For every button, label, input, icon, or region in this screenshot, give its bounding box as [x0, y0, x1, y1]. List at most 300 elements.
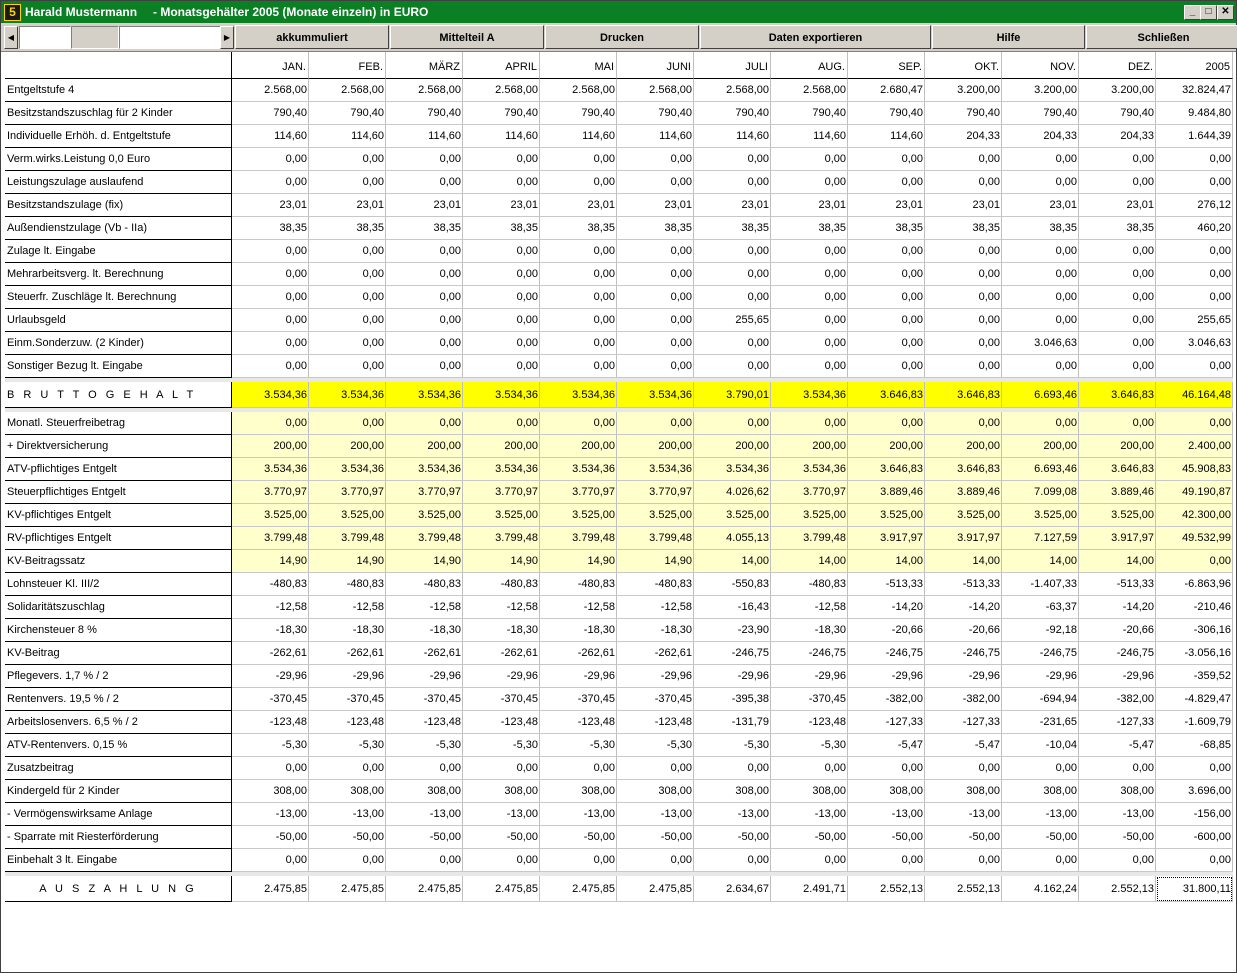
value-cell[interactable]: 114,60: [540, 125, 617, 148]
value-cell[interactable]: -18,30: [617, 619, 694, 642]
value-cell[interactable]: 0,00: [309, 849, 386, 872]
value-cell[interactable]: 200,00: [925, 435, 1002, 458]
value-cell[interactable]: 0,00: [463, 171, 540, 194]
value-cell[interactable]: 200,00: [694, 435, 771, 458]
value-cell[interactable]: 790,40: [771, 102, 848, 125]
value-cell[interactable]: 14,00: [1079, 550, 1156, 573]
value-cell[interactable]: -370,45: [386, 688, 463, 711]
value-cell[interactable]: -18,30: [540, 619, 617, 642]
value-cell[interactable]: 23,01: [694, 194, 771, 217]
value-cell[interactable]: 0,00: [1002, 263, 1079, 286]
value-cell[interactable]: 0,00: [540, 171, 617, 194]
value-cell[interactable]: 2.568,00: [617, 79, 694, 102]
value-cell[interactable]: -382,00: [925, 688, 1002, 711]
value-cell[interactable]: 3.046,63: [1002, 332, 1079, 355]
value-cell[interactable]: 2.475,85: [540, 876, 617, 902]
value-cell[interactable]: 0,00: [463, 355, 540, 378]
value-cell[interactable]: -370,45: [463, 688, 540, 711]
value-cell[interactable]: 3.525,00: [694, 504, 771, 527]
value-cell[interactable]: 0,00: [771, 171, 848, 194]
value-cell[interactable]: -1.609,79: [1156, 711, 1233, 734]
value-cell[interactable]: 3.534,36: [463, 458, 540, 481]
value-cell[interactable]: 0,00: [848, 148, 925, 171]
value-cell[interactable]: 0,00: [925, 849, 1002, 872]
value-cell[interactable]: 0,00: [463, 309, 540, 332]
value-cell[interactable]: 3.770,97: [771, 481, 848, 504]
value-cell[interactable]: -382,00: [848, 688, 925, 711]
value-cell[interactable]: 0,00: [386, 332, 463, 355]
value-cell[interactable]: 3.534,36: [386, 382, 463, 408]
value-cell[interactable]: 2.475,85: [463, 876, 540, 902]
value-cell[interactable]: 3.525,00: [386, 504, 463, 527]
value-cell[interactable]: -50,00: [386, 826, 463, 849]
value-cell[interactable]: 0,00: [1079, 849, 1156, 872]
value-cell[interactable]: -29,96: [309, 665, 386, 688]
value-cell[interactable]: 14,00: [925, 550, 1002, 573]
value-cell[interactable]: 3.646,83: [925, 458, 1002, 481]
value-cell[interactable]: 3.525,00: [463, 504, 540, 527]
value-cell[interactable]: -12,58: [771, 596, 848, 619]
value-cell[interactable]: 0,00: [694, 757, 771, 780]
value-cell[interactable]: 3.534,36: [771, 458, 848, 481]
value-cell[interactable]: 3.534,36: [463, 382, 540, 408]
value-cell[interactable]: 308,00: [848, 780, 925, 803]
app-icon[interactable]: 5: [4, 4, 21, 21]
value-cell[interactable]: -246,75: [925, 642, 1002, 665]
value-cell[interactable]: -5,30: [309, 734, 386, 757]
value-cell[interactable]: 0,00: [386, 849, 463, 872]
value-cell[interactable]: 14,90: [386, 550, 463, 573]
value-cell[interactable]: 0,00: [848, 309, 925, 332]
value-cell[interactable]: 0,00: [309, 757, 386, 780]
value-cell[interactable]: -480,83: [386, 573, 463, 596]
value-cell[interactable]: -29,96: [463, 665, 540, 688]
value-cell[interactable]: 38,35: [925, 217, 1002, 240]
value-cell[interactable]: -127,33: [1079, 711, 1156, 734]
value-cell[interactable]: -480,83: [771, 573, 848, 596]
value-cell[interactable]: 0,00: [540, 757, 617, 780]
value-cell[interactable]: 308,00: [925, 780, 1002, 803]
value-cell[interactable]: 3.525,00: [848, 504, 925, 527]
value-cell[interactable]: 0,00: [1079, 148, 1156, 171]
value-cell[interactable]: 2.552,13: [848, 876, 925, 902]
value-cell[interactable]: 200,00: [386, 435, 463, 458]
value-cell[interactable]: 14,00: [1002, 550, 1079, 573]
value-cell[interactable]: -18,30: [463, 619, 540, 642]
value-cell[interactable]: 3.770,97: [309, 481, 386, 504]
value-cell[interactable]: 0,00: [771, 263, 848, 286]
value-cell[interactable]: 0,00: [309, 171, 386, 194]
value-cell[interactable]: -127,33: [925, 711, 1002, 734]
value-cell[interactable]: 0,00: [925, 171, 1002, 194]
value-cell[interactable]: -6.863,96: [1156, 573, 1233, 596]
value-cell[interactable]: 6.693,46: [1002, 458, 1079, 481]
value-cell[interactable]: 790,40: [848, 102, 925, 125]
value-cell[interactable]: 2.491,71: [771, 876, 848, 902]
value-cell[interactable]: -18,30: [386, 619, 463, 642]
help-button[interactable]: Hilfe: [932, 25, 1085, 49]
value-cell[interactable]: -12,58: [540, 596, 617, 619]
value-cell[interactable]: 45.908,83: [1156, 458, 1233, 481]
value-cell[interactable]: 0,00: [386, 286, 463, 309]
value-cell[interactable]: -5,30: [771, 734, 848, 757]
value-cell[interactable]: 23,01: [771, 194, 848, 217]
value-cell[interactable]: 0,00: [309, 263, 386, 286]
value-cell[interactable]: 308,00: [771, 780, 848, 803]
value-cell[interactable]: 38,35: [540, 217, 617, 240]
value-cell[interactable]: -370,45: [232, 688, 309, 711]
value-cell[interactable]: 0,00: [694, 286, 771, 309]
value-cell[interactable]: -29,96: [386, 665, 463, 688]
selector-field-2[interactable]: [71, 26, 119, 49]
value-cell[interactable]: 200,00: [540, 435, 617, 458]
value-cell[interactable]: 0,00: [771, 355, 848, 378]
value-cell[interactable]: -18,30: [771, 619, 848, 642]
value-cell[interactable]: 2.634,67: [694, 876, 771, 902]
value-cell[interactable]: 3.525,00: [1079, 504, 1156, 527]
value-cell[interactable]: 0,00: [771, 309, 848, 332]
value-cell[interactable]: -123,48: [540, 711, 617, 734]
value-cell[interactable]: 3.770,97: [232, 481, 309, 504]
value-cell[interactable]: 4.162,24: [1002, 876, 1079, 902]
export-data-button[interactable]: Daten exportieren: [700, 25, 931, 49]
value-cell[interactable]: 32.824,47: [1156, 79, 1233, 102]
value-cell[interactable]: 790,40: [463, 102, 540, 125]
value-cell[interactable]: 14,90: [617, 550, 694, 573]
value-cell[interactable]: -262,61: [540, 642, 617, 665]
value-cell[interactable]: -13,00: [309, 803, 386, 826]
mittelteil-a-button[interactable]: Mittelteil A: [390, 25, 544, 49]
value-cell[interactable]: 38,35: [309, 217, 386, 240]
value-cell[interactable]: 2.680,47: [848, 79, 925, 102]
value-cell[interactable]: 0,00: [694, 263, 771, 286]
value-cell[interactable]: -480,83: [617, 573, 694, 596]
value-cell[interactable]: 0,00: [540, 332, 617, 355]
value-cell[interactable]: 3.646,83: [925, 382, 1002, 408]
value-cell[interactable]: 790,40: [1079, 102, 1156, 125]
value-cell[interactable]: -513,33: [848, 573, 925, 596]
value-cell[interactable]: -246,75: [848, 642, 925, 665]
value-cell[interactable]: 0,00: [463, 286, 540, 309]
value-cell[interactable]: 0,00: [1079, 240, 1156, 263]
value-cell[interactable]: -3.056,16: [1156, 642, 1233, 665]
value-cell[interactable]: 0,00: [848, 263, 925, 286]
value-cell[interactable]: 0,00: [386, 240, 463, 263]
value-cell[interactable]: 4.055,13: [694, 527, 771, 550]
value-cell[interactable]: -246,75: [1079, 642, 1156, 665]
value-cell[interactable]: -13,00: [848, 803, 925, 826]
value-cell[interactable]: -29,96: [232, 665, 309, 688]
value-cell[interactable]: 790,40: [925, 102, 1002, 125]
value-cell[interactable]: -13,00: [771, 803, 848, 826]
value-cell[interactable]: -480,83: [232, 573, 309, 596]
value-cell[interactable]: 23,01: [309, 194, 386, 217]
value-cell[interactable]: 3.200,00: [925, 79, 1002, 102]
value-cell[interactable]: 0,00: [386, 355, 463, 378]
value-cell[interactable]: 0,00: [1079, 332, 1156, 355]
value-cell[interactable]: -13,00: [1079, 803, 1156, 826]
value-cell[interactable]: 0,00: [1156, 550, 1233, 573]
value-cell[interactable]: -246,75: [694, 642, 771, 665]
value-cell[interactable]: 3.799,48: [463, 527, 540, 550]
value-cell[interactable]: 3.696,00: [1156, 780, 1233, 803]
value-cell[interactable]: -262,61: [386, 642, 463, 665]
value-cell[interactable]: -5,30: [694, 734, 771, 757]
value-cell[interactable]: 49.532,99: [1156, 527, 1233, 550]
value-cell[interactable]: 0,00: [1079, 355, 1156, 378]
scroll-right-arrow-icon[interactable]: ▶: [220, 26, 234, 49]
value-cell[interactable]: 0,00: [1002, 849, 1079, 872]
value-cell[interactable]: 0,00: [1002, 757, 1079, 780]
value-cell[interactable]: -13,00: [925, 803, 1002, 826]
value-cell[interactable]: -127,33: [848, 711, 925, 734]
value-cell[interactable]: -14,20: [925, 596, 1002, 619]
value-cell[interactable]: -5,47: [848, 734, 925, 757]
value-cell[interactable]: 23,01: [232, 194, 309, 217]
value-cell[interactable]: 3.525,00: [232, 504, 309, 527]
value-cell[interactable]: 3.646,83: [1079, 458, 1156, 481]
value-cell[interactable]: 3.525,00: [309, 504, 386, 527]
value-cell[interactable]: 2.568,00: [309, 79, 386, 102]
value-cell[interactable]: 2.552,13: [1079, 876, 1156, 902]
value-cell[interactable]: -5,47: [1079, 734, 1156, 757]
value-cell[interactable]: 3.799,48: [617, 527, 694, 550]
value-cell[interactable]: 200,00: [1079, 435, 1156, 458]
value-cell[interactable]: 46.164,48: [1156, 382, 1233, 408]
value-cell[interactable]: -20,66: [848, 619, 925, 642]
value-cell[interactable]: -50,00: [309, 826, 386, 849]
value-cell[interactable]: 0,00: [232, 263, 309, 286]
value-cell[interactable]: 23,01: [540, 194, 617, 217]
value-cell[interactable]: 3.770,97: [463, 481, 540, 504]
value-cell[interactable]: 3.525,00: [925, 504, 1002, 527]
value-cell[interactable]: 0,00: [1156, 148, 1233, 171]
value-cell[interactable]: 14,00: [694, 550, 771, 573]
value-cell[interactable]: 0,00: [925, 332, 1002, 355]
value-cell[interactable]: 31.800,11: [1156, 876, 1233, 902]
value-cell[interactable]: -14,20: [848, 596, 925, 619]
value-cell[interactable]: 0,00: [386, 757, 463, 780]
value-cell[interactable]: 0,00: [1156, 240, 1233, 263]
value-cell[interactable]: 790,40: [386, 102, 463, 125]
value-cell[interactable]: 308,00: [540, 780, 617, 803]
selector-field-3[interactable]: [119, 26, 221, 49]
value-cell[interactable]: -262,61: [309, 642, 386, 665]
value-cell[interactable]: -123,48: [386, 711, 463, 734]
value-cell[interactable]: -50,00: [1002, 826, 1079, 849]
value-cell[interactable]: 0,00: [232, 757, 309, 780]
value-cell[interactable]: -50,00: [925, 826, 1002, 849]
value-cell[interactable]: -92,18: [1002, 619, 1079, 642]
value-cell[interactable]: -50,00: [540, 826, 617, 849]
value-cell[interactable]: 42.300,00: [1156, 504, 1233, 527]
value-cell[interactable]: 23,01: [925, 194, 1002, 217]
value-cell[interactable]: 3.534,36: [540, 382, 617, 408]
value-cell[interactable]: -370,45: [540, 688, 617, 711]
value-cell[interactable]: 0,00: [848, 355, 925, 378]
value-cell[interactable]: -20,66: [925, 619, 1002, 642]
value-cell[interactable]: 0,00: [309, 355, 386, 378]
value-cell[interactable]: 0,00: [925, 309, 1002, 332]
value-cell[interactable]: 3.646,83: [848, 382, 925, 408]
value-cell[interactable]: 3.534,36: [540, 458, 617, 481]
minimize-button[interactable]: _: [1184, 5, 1201, 20]
akkumuliert-button[interactable]: akkummuliert: [235, 25, 389, 49]
value-cell[interactable]: 3.534,36: [694, 458, 771, 481]
value-cell[interactable]: 23,01: [463, 194, 540, 217]
value-cell[interactable]: 114,60: [386, 125, 463, 148]
value-cell[interactable]: 0,00: [925, 148, 1002, 171]
value-cell[interactable]: 3.534,36: [232, 382, 309, 408]
value-cell[interactable]: -16,43: [694, 596, 771, 619]
value-cell[interactable]: 0,00: [925, 286, 1002, 309]
value-cell[interactable]: 0,00: [540, 148, 617, 171]
value-cell[interactable]: -29,96: [925, 665, 1002, 688]
value-cell[interactable]: -20,66: [1079, 619, 1156, 642]
value-cell[interactable]: -600,00: [1156, 826, 1233, 849]
value-cell[interactable]: 3.200,00: [1002, 79, 1079, 102]
value-cell[interactable]: 3.534,36: [232, 458, 309, 481]
value-cell[interactable]: 38,35: [1079, 217, 1156, 240]
value-cell[interactable]: -370,45: [771, 688, 848, 711]
value-cell[interactable]: 255,65: [694, 309, 771, 332]
value-cell[interactable]: -29,96: [1079, 665, 1156, 688]
value-cell[interactable]: 0,00: [463, 148, 540, 171]
value-cell[interactable]: 0,00: [771, 849, 848, 872]
value-cell[interactable]: -550,83: [694, 573, 771, 596]
value-cell[interactable]: 3.534,36: [617, 382, 694, 408]
value-cell[interactable]: 2.568,00: [771, 79, 848, 102]
value-cell[interactable]: -18,30: [232, 619, 309, 642]
value-cell[interactable]: 114,60: [848, 125, 925, 148]
value-cell[interactable]: -18,30: [309, 619, 386, 642]
value-cell[interactable]: 0,00: [463, 332, 540, 355]
value-cell[interactable]: 0,00: [694, 355, 771, 378]
value-cell[interactable]: 3.200,00: [1079, 79, 1156, 102]
value-cell[interactable]: 0,00: [232, 332, 309, 355]
value-cell[interactable]: 23,01: [1002, 194, 1079, 217]
value-cell[interactable]: 200,00: [232, 435, 309, 458]
value-cell[interactable]: 0,00: [309, 332, 386, 355]
value-cell[interactable]: 0,00: [925, 757, 1002, 780]
value-cell[interactable]: 23,01: [848, 194, 925, 217]
value-cell[interactable]: 0,00: [309, 240, 386, 263]
value-cell[interactable]: 0,00: [848, 412, 925, 435]
value-cell[interactable]: 0,00: [540, 355, 617, 378]
value-cell[interactable]: 14,90: [540, 550, 617, 573]
value-cell[interactable]: -4.829,47: [1156, 688, 1233, 711]
value-cell[interactable]: -480,83: [463, 573, 540, 596]
value-cell[interactable]: 0,00: [463, 757, 540, 780]
value-cell[interactable]: 4.026,62: [694, 481, 771, 504]
value-cell[interactable]: 0,00: [1079, 171, 1156, 194]
value-cell[interactable]: 23,01: [386, 194, 463, 217]
value-cell[interactable]: 0,00: [617, 286, 694, 309]
value-cell[interactable]: 0,00: [386, 148, 463, 171]
value-cell[interactable]: 7.099,08: [1002, 481, 1079, 504]
value-cell[interactable]: 0,00: [232, 412, 309, 435]
value-cell[interactable]: -50,00: [1079, 826, 1156, 849]
value-cell[interactable]: 0,00: [617, 240, 694, 263]
value-cell[interactable]: -246,75: [771, 642, 848, 665]
value-cell[interactable]: -29,96: [771, 665, 848, 688]
value-cell[interactable]: 0,00: [1079, 412, 1156, 435]
value-cell[interactable]: 3.646,83: [848, 458, 925, 481]
value-cell[interactable]: 0,00: [1156, 355, 1233, 378]
value-cell[interactable]: 2.475,85: [617, 876, 694, 902]
value-cell[interactable]: 38,35: [463, 217, 540, 240]
value-cell[interactable]: -10,04: [1002, 734, 1079, 757]
value-cell[interactable]: 0,00: [1156, 849, 1233, 872]
value-cell[interactable]: 38,35: [694, 217, 771, 240]
value-cell[interactable]: -50,00: [463, 826, 540, 849]
value-cell[interactable]: 0,00: [925, 412, 1002, 435]
value-cell[interactable]: 0,00: [1002, 148, 1079, 171]
value-cell[interactable]: -5,30: [232, 734, 309, 757]
value-cell[interactable]: 3.799,48: [771, 527, 848, 550]
value-cell[interactable]: 3.917,97: [925, 527, 1002, 550]
value-cell[interactable]: -5,30: [386, 734, 463, 757]
value-cell[interactable]: 0,00: [771, 757, 848, 780]
value-cell[interactable]: -246,75: [1002, 642, 1079, 665]
value-cell[interactable]: 0,00: [232, 286, 309, 309]
value-cell[interactable]: -12,58: [232, 596, 309, 619]
value-cell[interactable]: 114,60: [309, 125, 386, 148]
value-cell[interactable]: 3.799,48: [232, 527, 309, 550]
value-cell[interactable]: 0,00: [771, 240, 848, 263]
value-cell[interactable]: -13,00: [540, 803, 617, 826]
value-cell[interactable]: 200,00: [771, 435, 848, 458]
value-cell[interactable]: 23,01: [617, 194, 694, 217]
value-cell[interactable]: 3.534,36: [617, 458, 694, 481]
value-cell[interactable]: 0,00: [617, 309, 694, 332]
value-cell[interactable]: 0,00: [232, 240, 309, 263]
value-cell[interactable]: 3.534,36: [309, 382, 386, 408]
value-cell[interactable]: 38,35: [771, 217, 848, 240]
value-cell[interactable]: 0,00: [1079, 757, 1156, 780]
value-cell[interactable]: -262,61: [617, 642, 694, 665]
value-cell[interactable]: 3.770,97: [386, 481, 463, 504]
value-cell[interactable]: 204,33: [1002, 125, 1079, 148]
value-cell[interactable]: -13,00: [232, 803, 309, 826]
value-cell[interactable]: -12,58: [386, 596, 463, 619]
value-cell[interactable]: 0,00: [1156, 171, 1233, 194]
value-cell[interactable]: 0,00: [1002, 412, 1079, 435]
value-cell[interactable]: -123,48: [463, 711, 540, 734]
value-cell[interactable]: 0,00: [232, 355, 309, 378]
value-cell[interactable]: 1.644,39: [1156, 125, 1233, 148]
value-cell[interactable]: 49.190,87: [1156, 481, 1233, 504]
value-cell[interactable]: 0,00: [386, 309, 463, 332]
value-cell[interactable]: 308,00: [309, 780, 386, 803]
value-cell[interactable]: -306,16: [1156, 619, 1233, 642]
value-cell[interactable]: 38,35: [617, 217, 694, 240]
value-cell[interactable]: -1.407,33: [1002, 573, 1079, 596]
value-cell[interactable]: 0,00: [386, 412, 463, 435]
value-cell[interactable]: 3.799,48: [309, 527, 386, 550]
value-cell[interactable]: 308,00: [1079, 780, 1156, 803]
value-cell[interactable]: 0,00: [1079, 263, 1156, 286]
value-cell[interactable]: 3.525,00: [1002, 504, 1079, 527]
close-button[interactable]: Schließen: [1086, 25, 1237, 49]
value-cell[interactable]: 14,90: [463, 550, 540, 573]
value-cell[interactable]: -12,58: [309, 596, 386, 619]
value-cell[interactable]: 0,00: [1156, 412, 1233, 435]
value-cell[interactable]: 0,00: [1156, 757, 1233, 780]
value-cell[interactable]: 2.568,00: [540, 79, 617, 102]
value-cell[interactable]: 3.799,48: [386, 527, 463, 550]
value-cell[interactable]: 790,40: [540, 102, 617, 125]
